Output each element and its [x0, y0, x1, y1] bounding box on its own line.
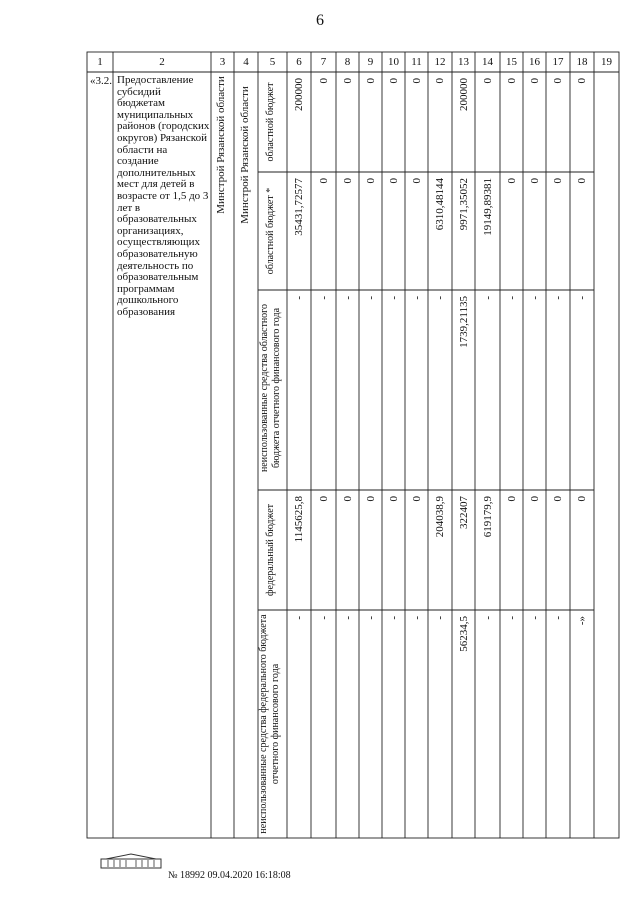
column-header: 13 — [458, 55, 469, 68]
value-cell: - — [434, 296, 446, 300]
subrow-label: областной бюджет * — [265, 187, 276, 275]
value-cell: - — [410, 616, 423, 620]
value-cell: 0 — [410, 78, 423, 84]
subrow-label: неиспользованные средства федерального бюджета отчетного финансового года — [258, 614, 281, 834]
value-cell: - — [341, 296, 354, 300]
value-cell: - — [481, 296, 494, 300]
value-cell: 0 — [317, 178, 330, 184]
column-header: 14 — [482, 55, 493, 68]
value-cell: 0 — [505, 178, 518, 184]
value-cell: 0 — [481, 78, 494, 84]
column-header: 11 — [411, 55, 422, 68]
value-cell: 0 — [434, 78, 446, 84]
value-cell: - — [387, 616, 400, 620]
value-cell: 0 — [364, 78, 377, 84]
column-header: 16 — [529, 55, 540, 68]
registration-stamp: № 18992 09.04.2020 16:18:08 — [168, 870, 291, 881]
value-cell: - — [341, 616, 354, 620]
measure-description: Предоставление субсидий бюджетам муниципальных районов (городских округов) Рязанской области на создание дополнительных мест для детей в возрасте от 1,5 до 3 лет в образовательных организациях, осуществляющих образовательную деятельность по образовательным программам дошкольного образования — [117, 74, 210, 318]
column-header: 3 — [219, 55, 226, 68]
value-cell: 0 — [410, 178, 423, 184]
value-cell: - — [410, 296, 423, 300]
value-cell: - — [552, 296, 564, 300]
value-cell: - — [505, 616, 518, 620]
value-cell: - — [387, 296, 400, 300]
emblem-stamp-icon — [100, 853, 162, 869]
value-cell: 0 — [317, 496, 330, 502]
value-cell: - — [576, 296, 588, 300]
value-cell: 0 — [576, 496, 588, 502]
value-cell: 9971,35052 — [457, 178, 470, 231]
value-cell: 0 — [552, 178, 564, 184]
value-cell: 0 — [387, 78, 400, 84]
value-cell: 0 — [552, 496, 564, 502]
column-header: 12 — [434, 55, 446, 68]
value-cell: - — [481, 616, 494, 620]
subrow-label: неиспользованные средства областного бюджета отчетного финансового года — [259, 303, 282, 473]
value-cell: 0 — [528, 496, 541, 502]
subrow-label: областной бюджет — [265, 82, 276, 162]
column-header: 1 — [97, 55, 103, 68]
value-cell: - — [293, 616, 305, 620]
column-header: 8 — [344, 55, 351, 68]
value-cell: 0 — [387, 178, 400, 184]
value-cell: - — [293, 296, 305, 300]
executor-col3: Минстрой Рязанской области — [215, 76, 227, 214]
value-cell: - — [364, 296, 377, 300]
column-header: 7 — [320, 55, 327, 68]
value-cell: 0 — [552, 78, 564, 84]
value-cell: 1145625,8 — [293, 496, 305, 543]
value-cell: - — [552, 616, 564, 620]
value-cell: 0 — [505, 78, 518, 84]
column-header: 5 — [269, 55, 276, 68]
value-cell: 0 — [341, 178, 354, 184]
value-cell: 0 — [364, 178, 377, 184]
value-cell: 322407 — [457, 496, 470, 529]
column-header: 6 — [296, 55, 302, 68]
value-cell: 0 — [341, 78, 354, 84]
value-cell: 0 — [341, 496, 354, 502]
row-number: «3.2. — [90, 75, 112, 87]
column-header: 18 — [576, 55, 588, 68]
subrow-label: федеральный бюджет — [265, 503, 276, 597]
value-cell: 200000 — [293, 78, 305, 111]
value-cell: 0 — [528, 78, 541, 84]
value-cell: 619179,9 — [481, 496, 494, 538]
value-cell: 56234,5 — [457, 616, 470, 652]
column-header: 2 — [159, 55, 165, 68]
value-cell: 0 — [528, 178, 541, 184]
value-cell: 19149,89381 — [481, 178, 494, 236]
value-cell: 0 — [317, 78, 330, 84]
value-cell: 0 — [410, 496, 423, 502]
page-number: 6 — [316, 12, 324, 29]
value-cell: 0 — [576, 178, 588, 184]
value-cell: 35431,72577 — [293, 178, 305, 236]
column-header: 4 — [243, 55, 249, 68]
value-cell: - — [528, 296, 541, 300]
column-header: 17 — [552, 55, 564, 68]
value-cell: 0 — [576, 78, 588, 84]
column-header: 9 — [367, 55, 374, 68]
value-cell: - — [364, 616, 377, 620]
value-cell: - — [317, 616, 330, 620]
column-header: 15 — [506, 55, 517, 68]
value-cell: - — [505, 296, 518, 300]
value-cell: 204038,9 — [434, 496, 446, 538]
value-cell: 0 — [505, 496, 518, 502]
value-cell: - — [317, 296, 330, 300]
value-cell: 6310,48144 — [434, 178, 446, 231]
value-cell: -» — [576, 616, 588, 626]
executor-col4: Минстрой Рязанской области — [239, 86, 251, 224]
column-header: 10 — [388, 55, 399, 68]
value-cell: 1739,21135 — [457, 296, 470, 348]
value-cell: - — [434, 616, 446, 620]
value-cell: - — [528, 616, 541, 620]
value-cell: 0 — [387, 496, 400, 502]
value-cell: 200000 — [457, 78, 470, 111]
value-cell: 0 — [364, 496, 377, 502]
column-header: 19 — [601, 55, 612, 68]
